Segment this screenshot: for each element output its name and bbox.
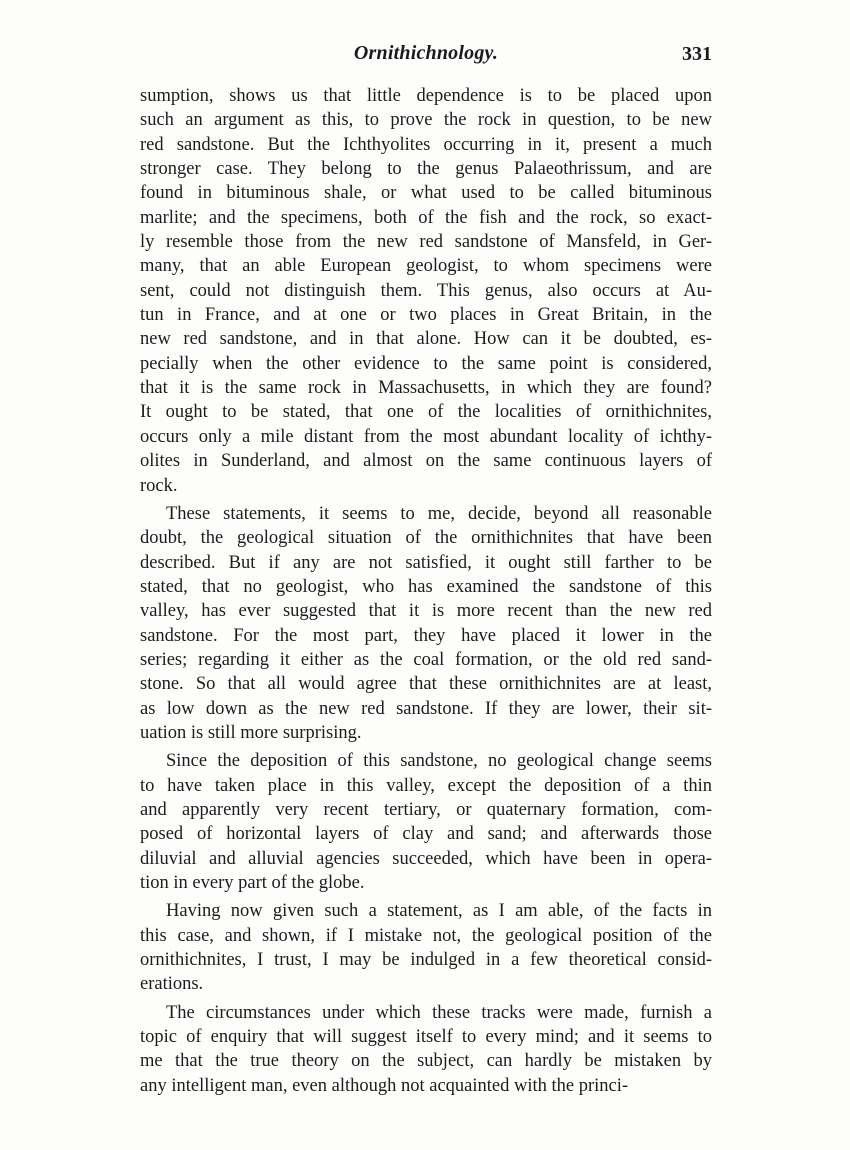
page-header: [140, 42, 712, 72]
text-line: as low down as the new red sandstone. If they are lower, their sit-: [140, 698, 712, 719]
text-line: tun in France, and at one or two places in Great Britain, in the: [140, 305, 712, 326]
text-line: sent, could not distinguish them. This genus, also occurs at Au-: [140, 280, 712, 301]
text-line: described. But if any are not satisfied, it ought still farther to be: [140, 552, 712, 573]
text-line: These statements, it seems to me, decide, beyond all reasonable: [166, 503, 712, 524]
paragraph: [140, 1001, 712, 1098]
text-line: Having now given such a statement, as I am able, of the facts in: [166, 901, 712, 922]
paragraph: [140, 502, 712, 745]
text-line: occurs only a mile distant from the most abundant locality of ichthy-: [140, 426, 712, 447]
text-line: posed of horizontal layers of clay and sand; and afterwards those: [140, 824, 712, 845]
text-line: sumption, shows us that little dependence is to be placed upon: [140, 86, 712, 106]
paragraph: [140, 899, 712, 996]
text-line: diluvial and alluvial agencies succeeded, which have been in opera-: [140, 848, 712, 869]
text-line: pecially when the other evidence to the same point is considered,: [140, 353, 712, 374]
text-line: found in bituminous shale, or what used to be called bituminous: [140, 183, 712, 204]
text-line: that it is the same rock in Massachusetts, in which they are found?: [140, 378, 712, 399]
page-number: 331: [682, 43, 712, 65]
text-line: ornithichnites, I trust, I may be indulged in a few theoretical consid-: [140, 950, 712, 971]
paragraph: [140, 749, 712, 895]
text-line: any intelligent man, even although not acquainted with the princi-: [140, 1075, 629, 1096]
text-line: series; regarding it either as the coal formation, or the old red sand-: [140, 649, 712, 670]
text-line: tion in every part of the globe.: [140, 873, 365, 893]
text-line: me that the true theory on the subject, can hardly be mistaken by: [140, 1051, 712, 1072]
text-line: many, that an able European geologist, to whom specimens were: [140, 256, 712, 277]
text-line: uation is still more surprising.: [140, 722, 362, 743]
text-line: to have taken place in this valley, except the deposition of a thin: [140, 775, 712, 796]
text-line: erations.: [140, 974, 204, 995]
paragraph: [140, 84, 712, 498]
text-line: this case, and shown, if I mistake not, the geological position of the: [140, 925, 712, 946]
text-line: It ought to be stated, that one of the localities of ornithichnites,: [140, 402, 712, 423]
text-line: and apparently very recent tertiary, or quaternary formation, com-: [140, 799, 712, 820]
text-line: valley, has ever suggested that it is more recent than the new red: [140, 601, 712, 622]
text-line: stone. So that all would agree that these ornithichnites are at least,: [140, 674, 712, 695]
text-line: red sandstone. But the Ichthyolites occurring in it, present a much: [140, 134, 712, 155]
text-line: such an argument as this, to prove the rock in question, to be new: [140, 110, 712, 131]
text-line: topic of enquiry that will suggest itself to every mind; and it seems to: [140, 1027, 712, 1048]
text-line: sandstone. For the most part, they have placed it lower in the: [140, 625, 712, 646]
text-line: marlite; and the specimens, both of the fish and the rock, so exact-: [140, 207, 712, 228]
text-line: olites in Sunderland, and almost on the same continuous layers of: [140, 451, 712, 472]
text-line: stated, that no geologist, who has examined the sandstone of this: [140, 576, 712, 597]
running-title: Ornithichnology.: [353, 42, 499, 64]
text-line: new red sandstone, and in that alone. How can it be doubted, es-: [140, 329, 712, 350]
text-line: Since the deposition of this sandstone, no geological change seems: [166, 751, 712, 772]
text-line: stronger case. They belong to the genus Palaeothrissum, and are: [140, 159, 712, 180]
body-text: [140, 84, 712, 1098]
text-line: doubt, the geological situation of the ornithichnites that have been: [140, 528, 712, 549]
text-line: ly resemble those from the new red sandstone of Mansfeld, in Ger-: [140, 232, 712, 253]
text-line: rock.: [140, 475, 178, 496]
text-line: The circumstances under which these tracks were made, furnish a: [166, 1002, 712, 1023]
